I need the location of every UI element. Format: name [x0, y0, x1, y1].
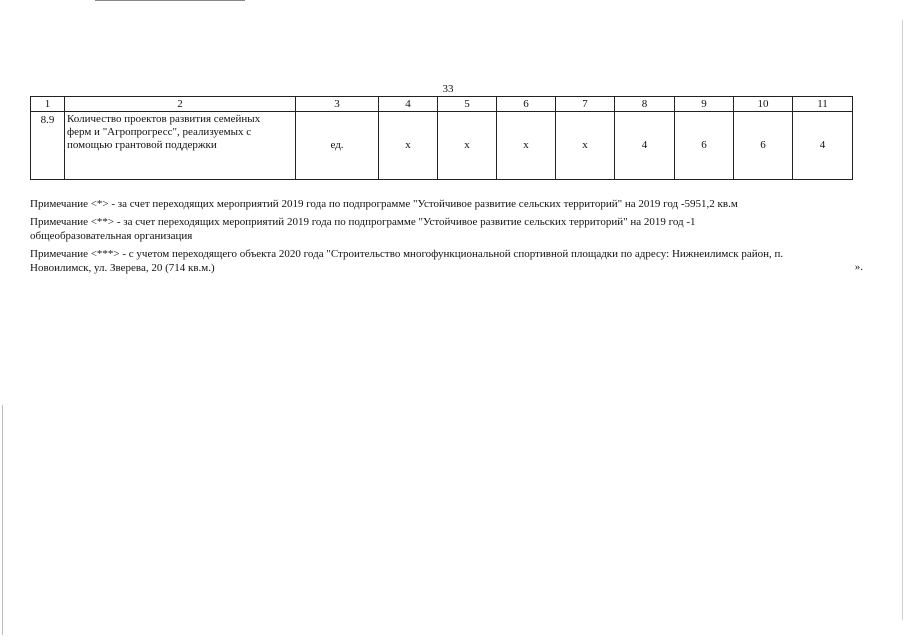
- table-row: [31, 112, 853, 180]
- row-indicator-name: [65, 112, 296, 180]
- note-line: Примечание <*> - за счет переходящих мероприятий 2019 года по подпрограмме "Устойчивое развитие сельских территорий" на 2019 год -5951,2 кв.м: [30, 198, 738, 210]
- header-cell: 8: [615, 97, 675, 112]
- header-cell: 10: [734, 97, 793, 112]
- row-name-line: Количество проектов развития семейных: [67, 113, 261, 125]
- data-table: [30, 96, 853, 180]
- header-cell: 9: [675, 97, 734, 112]
- header-cell: 1: [31, 97, 65, 112]
- header-cell: 7: [556, 97, 615, 112]
- header-cell: 2: [65, 97, 296, 112]
- row-value: х: [556, 112, 615, 180]
- header-cell: 4: [379, 97, 438, 112]
- scan-right-edge: [902, 20, 903, 620]
- closing-quote-mark: ».: [854, 261, 863, 273]
- header-cell: 6: [497, 97, 556, 112]
- row-value: 6: [675, 112, 734, 180]
- header-cell: 11: [793, 97, 853, 112]
- note-line: общеобразовательная организация: [30, 230, 193, 242]
- note-line: Примечание <***> - с учетом переходящего объекта 2020 года "Строительство многофункциональной спортивной площадки по адресу: Нижнеилимск район, п.: [30, 248, 784, 260]
- row-value: х: [379, 112, 438, 180]
- note-item: [30, 215, 870, 243]
- notes-section: [30, 197, 870, 279]
- scan-top-line: [95, 0, 245, 1]
- note-line: Примечание <**> - за счет переходящих мероприятий 2019 года по подпрограмме "Устойчивое развитие сельских территорий" на 2019 год -1: [30, 216, 696, 228]
- row-value: х: [438, 112, 497, 180]
- note-item: [30, 197, 870, 211]
- row-name-line: помощью грантовой поддержки: [67, 139, 217, 151]
- page-number: 33: [442, 83, 454, 95]
- row-value: 6: [734, 112, 793, 180]
- note-line: Новоилимск, ул. Зверева, 20 (714 кв.м.): [30, 262, 215, 274]
- row-value: 4: [615, 112, 675, 180]
- scan-left-edge: [2, 405, 3, 635]
- table-header-row: [31, 97, 853, 112]
- note-item: [30, 247, 870, 275]
- row-unit: ед.: [296, 112, 379, 180]
- row-number: 8.9: [31, 112, 65, 180]
- header-cell: 5: [438, 97, 497, 112]
- row-name-line: ферм и "Агропрогресс", реализуемых с: [67, 126, 252, 138]
- row-value: х: [497, 112, 556, 180]
- header-cell: 3: [296, 97, 379, 112]
- row-value: 4: [793, 112, 853, 180]
